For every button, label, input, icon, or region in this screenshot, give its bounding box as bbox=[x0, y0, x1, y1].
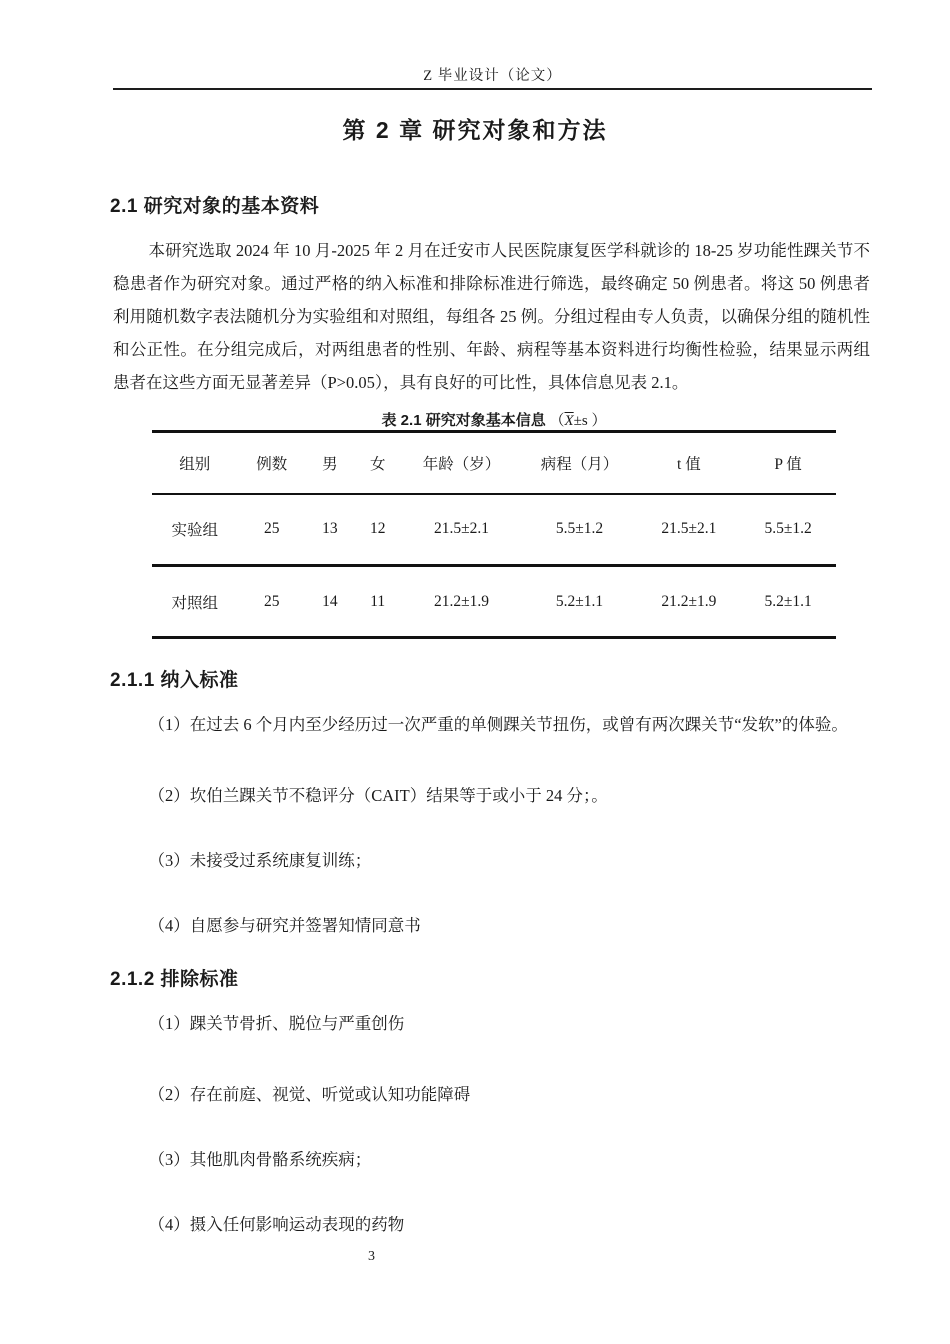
table-cell: 21.2±1.9 bbox=[433, 592, 489, 610]
column-header-duration: 病程（月） bbox=[540, 455, 619, 473]
table-2-1-block bbox=[152, 409, 836, 639]
table-cell: 21.2±1.9 bbox=[661, 592, 717, 610]
inclusion-item-1: （1）在过去 6 个月内至少经历过一次严重的单侧踝关节扭伤，或曾有两次踝关节“发软”的体验。 bbox=[148, 715, 848, 734]
column-header-t-value: t 值 bbox=[677, 455, 701, 473]
table-cell: 5.2±1.1 bbox=[555, 592, 604, 610]
column-header-male: 男 bbox=[322, 455, 338, 473]
table-header-row bbox=[152, 432, 836, 494]
exclusion-item-3: （3）其他肌肉骨骼系统疾病； bbox=[148, 1150, 372, 1169]
running-header-text: Z 毕业设计（论文） bbox=[423, 68, 562, 84]
table-cell: 5.5±1.2 bbox=[764, 520, 812, 538]
table-cell: 25 bbox=[263, 520, 280, 538]
section-heading-2-1-1: 2.1.1 纳入标准 bbox=[110, 670, 239, 691]
table-caption-paren-open: （ bbox=[545, 413, 565, 429]
table-cell: 5.2±1.1 bbox=[764, 592, 812, 610]
inclusion-item-2: （2）坎伯兰踝关节不稳评分（CAIT）结果等于或小于 24 分；。 bbox=[148, 786, 608, 805]
table-cell: 实验组 bbox=[171, 522, 218, 540]
table-cell: 14 bbox=[322, 592, 338, 610]
table-caption-text: 表 2.1 研究对象基本信息 bbox=[381, 412, 546, 429]
inclusion-item-4: （4）自愿参与研究并签署知情同意书 bbox=[148, 916, 421, 935]
table-cell: 11 bbox=[370, 592, 386, 610]
exclusion-item-1: （1）踝关节骨折、脱位与严重创伤 bbox=[148, 1014, 405, 1033]
table-cell: 5.5±1.2 bbox=[555, 520, 604, 538]
table-cell: 21.5±2.1 bbox=[661, 520, 717, 538]
page-number: 3 bbox=[368, 1249, 375, 1264]
running-header bbox=[113, 0, 872, 90]
column-header-age: 年龄（岁） bbox=[422, 455, 501, 473]
column-header-p-value: P 值 bbox=[774, 455, 802, 473]
column-header-group: 组别 bbox=[179, 455, 211, 473]
table-cell: 13 bbox=[322, 520, 338, 538]
chapter-title: 第 2 章 研究对象和方法 bbox=[342, 117, 608, 143]
table-row-control bbox=[152, 566, 836, 638]
table-row-experimental bbox=[152, 494, 836, 566]
subjects-info-table bbox=[152, 430, 836, 639]
table-caption-paren-close: ±s ） bbox=[573, 413, 607, 429]
table-cell: 12 bbox=[369, 520, 386, 538]
inclusion-item-3: （3）未接受过系统康复训练； bbox=[148, 851, 372, 870]
section-2-1-paragraph: 本研究选取 2024 年 10 月-2025 年 2 月在迁安市人民医院康复医学科就诊的 18-25 岁功能性踝关节不稳患者作为研究对象。通过严格的纳入标准和排除标准进行筛选，最终确定 50 例患者。将这 50 例患者利用随机数字表法随机分为实验组和对照组，每组各 25 例。分组过程由专人负责，以确保分组的随机性和公正性。在分组完成后，对两组患者的性别、年龄、病程等基本资料进行均衡性检验，结果显示两组患者在这些方面无显著差异（P>0.05），具有良好的可比性，具体信息见表 2.1。 bbox=[113, 241, 870, 392]
column-header-cases: 例数 bbox=[256, 455, 288, 473]
table-2-1-caption bbox=[152, 409, 836, 430]
xbar-symbol: $\overline{X}$ bbox=[564, 413, 574, 429]
table-cell: 25 bbox=[263, 592, 280, 610]
section-heading-2-1: 2.1 研究对象的基本资料 bbox=[110, 196, 320, 217]
column-header-female: 女 bbox=[369, 455, 386, 473]
exclusion-item-2: （2）存在前庭、视觉、听觉或认知功能障碍 bbox=[148, 1085, 471, 1104]
table-cell: 对照组 bbox=[171, 594, 218, 612]
table-cell: 21.5±2.1 bbox=[433, 520, 489, 538]
section-heading-2-1-2: 2.1.2 排除标准 bbox=[110, 969, 239, 990]
exclusion-item-4: （4）摄入任何影响运动表现的药物 bbox=[148, 1215, 405, 1234]
